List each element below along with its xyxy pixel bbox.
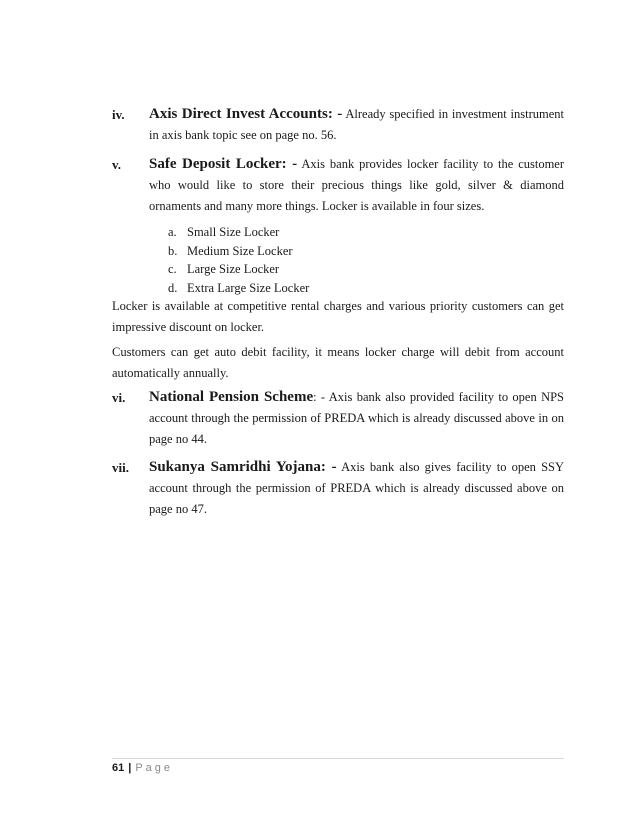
item-content: [149, 104, 564, 146]
item-content: [149, 154, 564, 217]
list-marker: d.: [168, 280, 178, 295]
item-text: : - Axis bank also provided facility to open NPS account through the permission of PREDA which is already discussed above in on page no 44.: [149, 390, 564, 446]
item-number: iv.: [112, 107, 125, 122]
item-text: Axis bank also gives facility to open SSY account through the permission of PREDA which is already discussed above on page no 47.: [149, 460, 565, 516]
locker-size-item: [168, 260, 309, 279]
list-marker: b.: [168, 243, 178, 258]
item-number: v.: [112, 157, 122, 172]
locker-size-label: Large Size Locker: [187, 262, 280, 276]
list-item-national-pension-scheme: [112, 387, 564, 450]
item-text: Axis bank provides locker facility to the customer who would like to store their precious things like gold, silver & diamond ornaments and many more things. Locker is available in four sizes.: [149, 157, 565, 213]
item-number: vii.: [112, 460, 129, 475]
item-heading: Axis Direct Invest Accounts: -: [149, 106, 343, 122]
item-content: [149, 387, 564, 450]
locker-pricing-paragraph: Locker is available at competitive rental charges and various priority customers can get impressive discount on locker.: [112, 299, 564, 334]
footer-separator: |: [128, 762, 132, 774]
item-content: [149, 457, 564, 520]
item-heading: National Pension Scheme: [149, 389, 314, 405]
item-number: vi.: [112, 390, 126, 405]
item-heading: Sukanya Samridhi Yojana: -: [149, 459, 337, 475]
item-text: Already specified in investment instrument in axis bank topic see on page no. 56.: [149, 107, 565, 142]
locker-size-item: [168, 223, 309, 242]
page-footer: [112, 760, 173, 776]
auto-debit-paragraph: Customers can get auto debit facility, it means locker charge will debit from account automatically annually.: [112, 345, 564, 380]
list-item-axis-direct-invest: [112, 104, 564, 146]
page-label: Page: [135, 762, 174, 774]
locker-size-item: [168, 242, 309, 261]
list-item-safe-deposit-locker: [112, 154, 564, 217]
list-marker: c.: [168, 262, 177, 276]
locker-size-label: Extra Large Size Locker: [187, 280, 310, 295]
locker-size-label: Medium Size Locker: [187, 243, 293, 258]
list-item-sukanya-samridhi-yojana: [112, 457, 564, 520]
locker-size-list: [168, 223, 309, 297]
page-number: 61: [112, 762, 125, 774]
footer-divider: [112, 758, 564, 759]
list-marker: a.: [168, 225, 177, 239]
locker-size-item: [168, 279, 309, 298]
locker-size-label: Small Size Locker: [187, 225, 280, 239]
item-heading: Safe Deposit Locker: -: [149, 156, 298, 172]
